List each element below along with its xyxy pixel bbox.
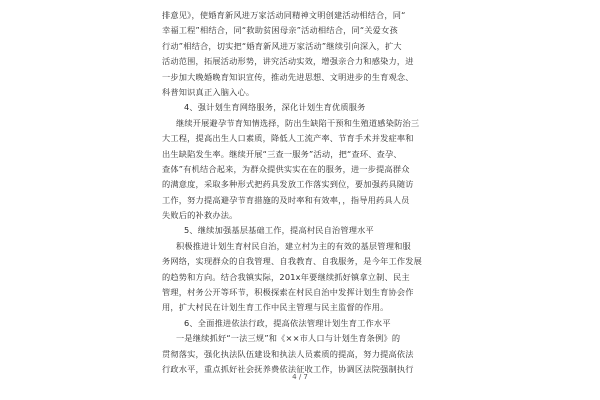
paragraph-line: 管理，村务公开等环节，积极探索在村民自治中发挥计划生育协会作: [162, 287, 414, 298]
paragraph-line: 活动范围，拓展活动形势，讲究活动实效，增强亲合力和感染力，进: [162, 56, 414, 67]
paragraph-line: 工作，努力提高避孕节育措施的及时率和有效率，，指导用药具人员: [162, 194, 410, 205]
paragraph-line: 幸福工程”相结合，同“救助贫困母亲”活动相结合，同“关爱女孩: [162, 25, 398, 36]
paragraph-line: 行政水平，重点抓好社会抚养费依法征收工作，协调区法院强制执行: [162, 363, 414, 374]
paragraph-line: 失败后的补救办法。: [162, 210, 238, 221]
paragraph-line: 积极推进计划生育村民自治，建立村为主的有效的基层管理和服: [176, 240, 411, 251]
paragraph-line: 贯彻落实，强化执法队伍建设和执法人员素质的提高，努力提高依法: [162, 348, 414, 359]
paragraph-line: 出生缺陷发生率。继续开展“三查一服务”活动，把“查环、查孕、: [162, 148, 402, 159]
section-heading: 4、强计划生育网络服务，深化计划生育优质服务: [184, 102, 366, 113]
section-heading: 6、全面推进依法行政，提高依法管理计划生育工作水平: [184, 317, 391, 328]
paragraph-line: 用，扩大村民在计划生育工作中民主管理与民主监督的作用。: [162, 302, 389, 313]
section-heading: 5、继续加强基层基础工作，提高村民自治管理水平: [184, 225, 374, 236]
paragraph-line: 查体”有机结合起来，为群众提供实实在在的服务，进一步提高群众: [162, 163, 410, 174]
paragraph-line: 行动”相结合，切实把“婚育新风进万家活动”继续引向深入，扩大: [162, 40, 402, 51]
paragraph-line: 的满意度，采取多种形式把药具发放工作落实到位，要加强药具随访: [162, 179, 414, 190]
paragraph-line: 的趋势和方向。结合我镇实际，201x年要继续抓好镇拿立制、民主: [162, 271, 410, 282]
document-body: [162, 8, 442, 377]
page-number: 4 / 7: [292, 373, 308, 381]
paragraph-line: 一是继续抓好“一法三规”和《××市人口与计划生育条例》的: [176, 333, 401, 344]
paragraph-line: 一步加大晚婚晚育知识宣传，推动先进思想、文明进步的生育观念、: [162, 71, 414, 82]
paragraph-line: 大工程，提高出生人口素质，降低人工流产率、节育手术并发症率和: [162, 133, 414, 144]
paragraph-line: 排意见》，使婚育新风进万家活动同精神文明创建活动相结合，同“: [162, 10, 406, 20]
paragraph-line: 务网络，实现群众的自我管理、自我教育、自我服务，是今年工作发展: [162, 256, 423, 267]
paragraph-line: 科普知识真正入脑入心。: [162, 86, 255, 97]
paragraph-line: 继续开展避孕节育知情选择，防出生缺陷干预和生殖道感染防治三: [176, 117, 420, 128]
